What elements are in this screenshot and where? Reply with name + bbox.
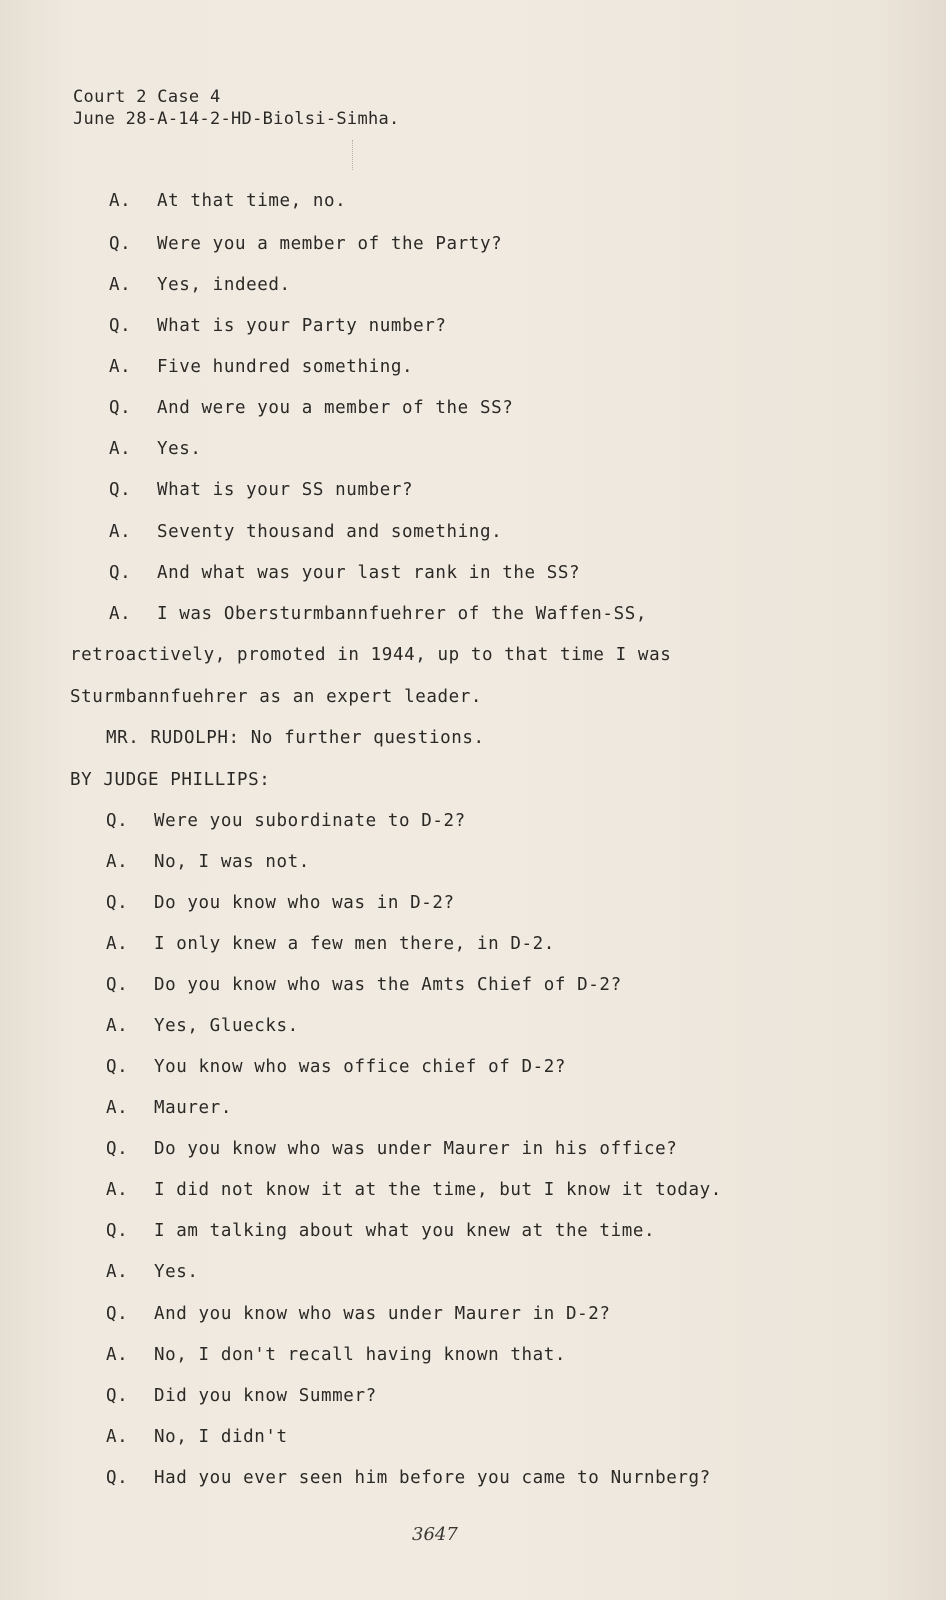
transcript-line (106, 1179, 722, 1201)
speaker-label: A. (106, 852, 129, 872)
transcript-line (106, 892, 455, 914)
line-text: Were you a member of the Party? (157, 234, 503, 254)
speaker-label: A. (109, 275, 132, 295)
transcript-line (106, 1015, 299, 1037)
speaker-label: A. (109, 357, 132, 377)
line-text: Sturmbannfuehrer as an expert leader. (70, 687, 483, 707)
transcript-line (106, 727, 485, 749)
transcript-line (106, 851, 310, 873)
transcript-line (109, 190, 346, 212)
transcript-line (109, 397, 513, 419)
transcript-line (109, 438, 202, 460)
line-text: Yes, indeed. (157, 275, 291, 295)
line-text: No, I don't recall having known that. (154, 1345, 567, 1365)
header-date-line: June 28-A-14-2-HD-Biolsi-Simha. (73, 109, 400, 129)
line-text: Had you ever seen him before you came to Nurnberg? (154, 1468, 711, 1488)
transcript-line (109, 521, 502, 543)
line-text: Yes, Gluecks. (154, 1016, 299, 1036)
line-text: Seventy thousand and something. (157, 522, 503, 542)
speaker-label: Q. (109, 234, 132, 254)
line-text: And what was your last rank in the SS? (157, 563, 581, 583)
speaker-label: Q. (106, 975, 129, 995)
line-text: What is your Party number? (157, 316, 447, 336)
line-text: Do you know who was the Amts Chief of D-2? (154, 975, 622, 995)
transcript-line (106, 1426, 288, 1448)
transcript-line (106, 1303, 611, 1325)
transcript-line (106, 1261, 199, 1283)
speaker-label: A. (106, 1098, 129, 1118)
line-text: Do you know who was in D-2? (154, 893, 455, 913)
line-text: And you know who was under Maurer in D-2? (154, 1304, 611, 1324)
document-header (73, 86, 400, 130)
speaker-label: Q. (106, 811, 129, 831)
line-text: I did not know it at the time, but I know it today. (154, 1180, 722, 1200)
speaker-label: Q. (106, 1468, 129, 1488)
transcript-line (106, 933, 555, 955)
speaker-label: Q. (109, 398, 132, 418)
transcript-line (109, 233, 502, 255)
speaker-label: Q. (106, 1386, 129, 1406)
transcript-line (70, 644, 671, 666)
fold-mark (352, 140, 354, 170)
line-text: And were you a member of the SS? (157, 398, 514, 418)
transcript-line (109, 562, 580, 584)
speaker-label: Q. (106, 1057, 129, 1077)
line-text: Five hundred something. (157, 357, 414, 377)
speaker-label: Q. (106, 1221, 129, 1241)
line-text: I was Obersturmbannfuehrer of the Waffen-SS, (157, 604, 647, 624)
transcript-line (70, 686, 482, 708)
transcript-line (106, 974, 622, 996)
speaker-label: A. (106, 1180, 129, 1200)
line-text: No, I was not. (154, 852, 310, 872)
transcript-line (106, 1097, 232, 1119)
speaker-label: A. (109, 439, 132, 459)
transcript-line (106, 1467, 711, 1489)
line-text: What is your SS number? (157, 480, 414, 500)
line-text: Maurer. (154, 1098, 232, 1118)
line-text: You know who was office chief of D-2? (154, 1057, 567, 1077)
transcript-line (106, 1344, 566, 1366)
speaker-label: A. (109, 522, 132, 542)
transcript-line (109, 315, 447, 337)
line-text: Did you know Summer? (154, 1386, 377, 1406)
transcript-line (70, 769, 270, 791)
line-text: At that time, no. (157, 191, 347, 211)
transcript-line (109, 356, 413, 378)
speaker-label: A. (109, 604, 132, 624)
speaker-label: Q. (109, 563, 132, 583)
line-text: MR. RUDOLPH: No further questions. (106, 728, 485, 748)
transcript-line (106, 1056, 566, 1078)
line-text: Yes. (154, 1262, 199, 1282)
speaker-label: Q. (106, 1304, 129, 1324)
line-text: retroactively, promoted in 1944, up to that time I was (70, 645, 672, 665)
line-text: I only knew a few men there, in D-2. (154, 934, 555, 954)
page-number: 3647 (412, 1524, 458, 1545)
speaker-label: A. (106, 1262, 129, 1282)
transcript-line (109, 479, 413, 501)
line-text: Yes. (157, 439, 202, 459)
transcript-line (106, 1385, 377, 1407)
speaker-label: Q. (106, 893, 129, 913)
line-text: No, I didn't (154, 1427, 288, 1447)
line-text: Were you subordinate to D-2? (154, 811, 466, 831)
line-text: BY JUDGE PHILLIPS: (70, 770, 271, 790)
speaker-label: A. (109, 191, 132, 211)
speaker-label: A. (106, 1016, 129, 1036)
header-case-line: Court 2 Case 4 (73, 87, 221, 107)
line-text: I am talking about what you knew at the time. (154, 1221, 656, 1241)
transcript-line (106, 810, 466, 832)
speaker-label: A. (106, 1345, 129, 1365)
transcript-line (109, 274, 291, 296)
speaker-label: Q. (109, 316, 132, 336)
line-text: Do you know who was under Maurer in his office? (154, 1139, 678, 1159)
speaker-label: A. (106, 1427, 129, 1447)
speaker-label: Q. (106, 1139, 129, 1159)
speaker-label: A. (106, 934, 129, 954)
transcript-line (109, 603, 647, 625)
speaker-label: Q. (109, 480, 132, 500)
transcript-line (106, 1220, 655, 1242)
transcript-line (106, 1138, 677, 1160)
